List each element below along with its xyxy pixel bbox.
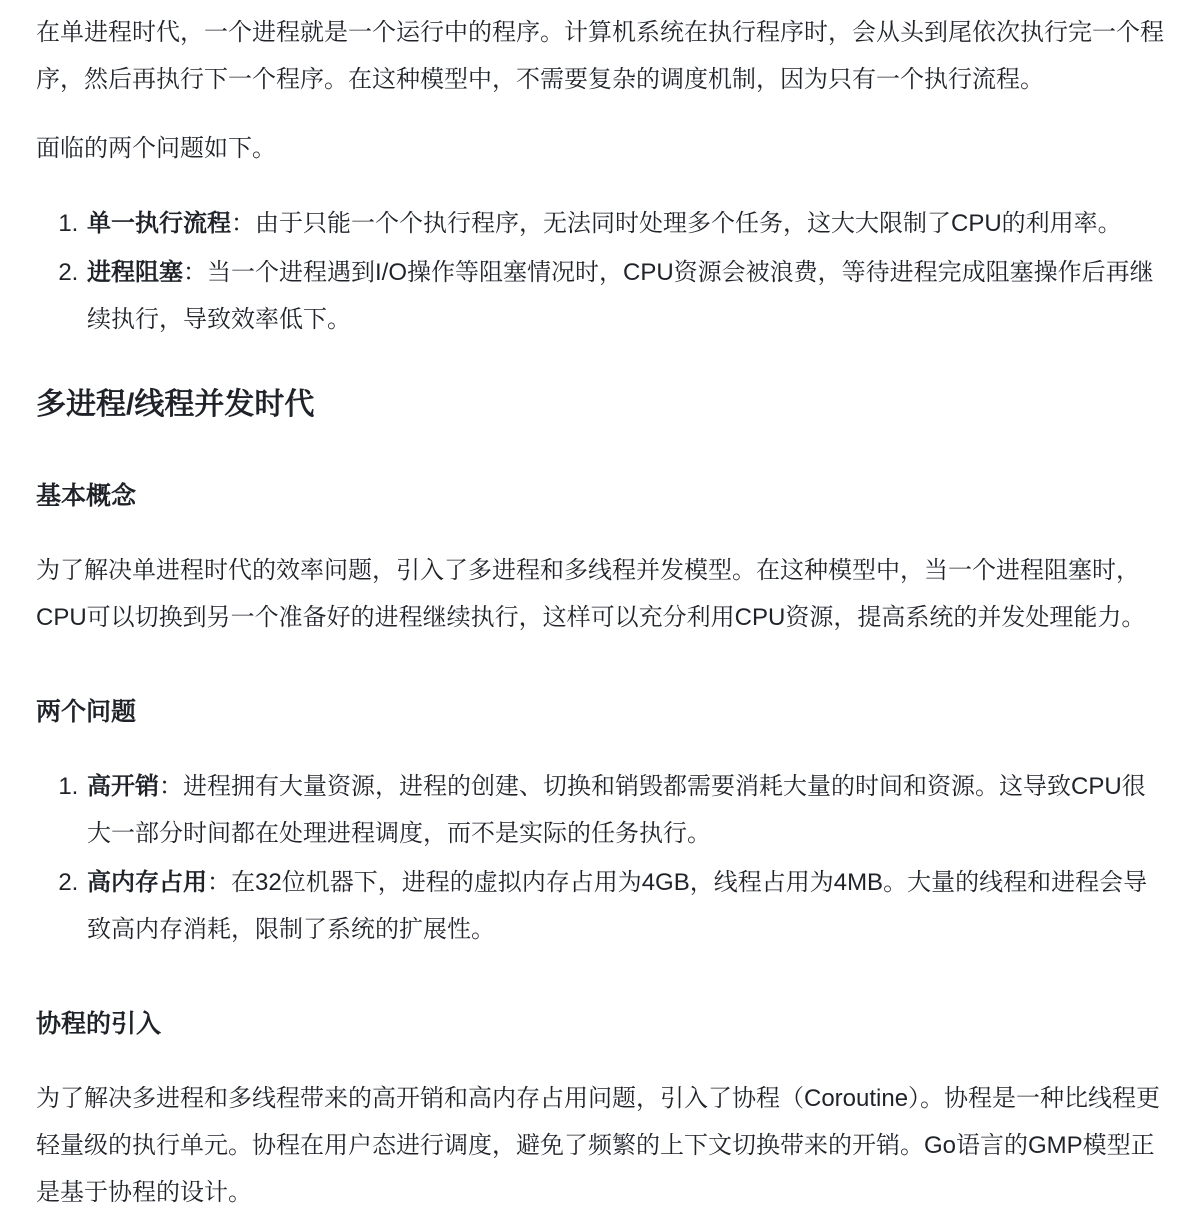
list-item-desc: ：由于只能一个个执行程序，无法同时处理多个任务，这大大限制了CPU的利用率。 — [231, 210, 1122, 237]
list-item-term: 高开销 — [87, 773, 159, 800]
list-item-desc: ：在32位机器下，进程的虚拟内存占用为4GB，线程占用为4MB。大量的线程和进程会导致高内存消耗，限制了系统的扩展性。 — [87, 869, 1148, 943]
section-heading-multiprocess-era: 多进程/线程并发时代 — [36, 388, 315, 421]
subsection-heading-coroutine-intro: 协程的引入 — [36, 1010, 162, 1038]
coroutine-paragraph: 为了解决多进程和多线程带来的高开销和高内存占用问题，引入了协程（Coroutine）。协程是一种比线程更轻量级的执行单元。协程在用户态进行调度，避免了频繁的上下文切换带来的开销。Go语言的GMP模型正是基于协程的设计。 — [36, 1085, 1161, 1206]
list-item-term: 进程阻塞 — [87, 259, 183, 286]
multiprocess-problems-list — [36, 763, 1164, 953]
multiprocess-paragraph: 为了解决单进程时代的效率问题，引入了多进程和多线程并发模型。在这种模型中，当一个进程阻塞时，CPU可以切换到另一个准备好的进程继续执行，这样可以充分利用CPU资源，提高系统的并发处理能力。 — [36, 557, 1146, 631]
list-item — [85, 249, 1164, 343]
subsection-heading-two-problems: 两个问题 — [36, 698, 137, 726]
list-item-desc: ：进程拥有大量资源，进程的创建、切换和销毁都需要消耗大量的时间和资源。这导致CPU很大一部分时间都在处理进程调度，而不是实际的任务执行。 — [87, 773, 1146, 847]
list-item-term: 高内存占用 — [87, 869, 207, 896]
list-item-term: 单一执行流程 — [87, 210, 231, 237]
list-item — [85, 200, 1164, 247]
list-item-desc: ：当一个进程遇到I/O操作等阻塞情况时，CPU资源会被浪费，等待进程完成阻塞操作后再继续执行，导致效率低下。 — [87, 259, 1154, 333]
list-item — [85, 763, 1164, 857]
single-process-problems-list — [36, 200, 1164, 343]
list-item — [85, 859, 1164, 953]
problems-lead-in: 面临的两个问题如下。 — [36, 135, 276, 162]
intro-paragraph: 在单进程时代，一个进程就是一个运行中的程序。计算机系统在执行程序时，会从头到尾依次执行完一个程序，然后再执行下一个程序。在这种模型中，不需要复杂的调度机制，因为只有一个执行流程。 — [36, 19, 1164, 93]
subsection-heading-basic-concept: 基本概念 — [36, 482, 137, 510]
